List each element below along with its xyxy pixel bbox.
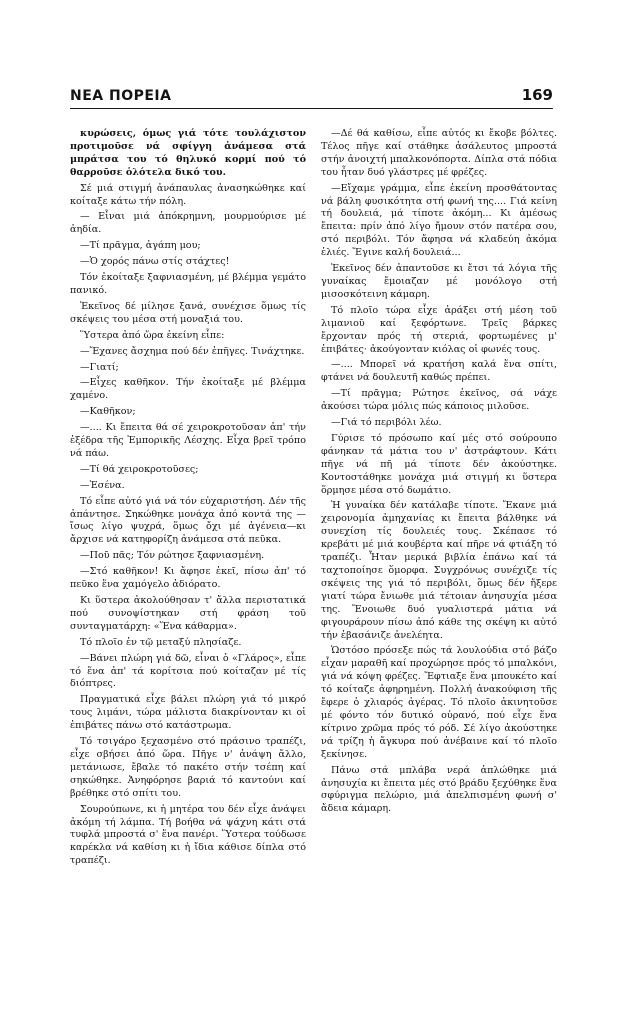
page-header — [70, 86, 553, 109]
paragraph: —Καθῆκον; — [80, 406, 136, 418]
paragraph: —Ποῦ πᾶς; Τόν ρώτησε ξαφνιασμένη. — [80, 550, 265, 562]
paragraph: Ἐκεῖνος δέ μίλησε ξανά, συνέχισε ὅμως τίς σκέψεις του μέσα στή μοναξιά του. — [70, 300, 306, 325]
paragraph: —Γιά τό περιβόλι λέω. — [331, 417, 442, 429]
left-column — [70, 128, 306, 871]
paragraph: Γύρισε τό πρόσωπο καί μές στό σούρουπο φάνηκαν τά μάτια του ν' ἀστράφτουν. Κάτι πῆγε νά πῆ μά τίποτε δέν ἀκούστηκε. Κοντοστάθηκε μονάχα μιά στιγμή κι ὕστερα ὅρμησε μέσα στό δωμάτιο. — [321, 432, 557, 496]
paragraph: —.... Μπορεῖ νά κρατήση καλά ἕνα σπίτι, φτάνει νά δουλευτῆ καθώς πρέπει. — [321, 359, 557, 384]
paragraph: —Τί πρᾶγμα; Ρώτησε ἐκεῖνος, σά νάχε ἀκούσει τώρα μόλις πώς κάποιος μιλοῦσε. — [321, 388, 557, 413]
paragraph: Τό πλοῖο ἐν τῷ μεταξύ πλησίαζε. — [80, 636, 242, 648]
paragraph: —Τί πρᾶγμα, ἀγάπη μου; — [80, 240, 201, 252]
paragraph: Σουρούπωνε, κι ἡ μητέρα του δέν εἶχε ἀνάψει ἀκόμη τή λάμπα. Τή βοήθα νά ψάχνη κάτι στά τυφλά μπροστά σ' ἕνα πανέρι. Ὕστερα τούδωσε καρέκλα νά καθίση κι ἡ ἴδια κάθισε δίπλα στό τραπέζι. — [70, 803, 306, 867]
paragraph: —Ὁ χορός πάνω στίς στάχτες! — [80, 256, 230, 268]
paragraph: Πραγματικά εἶχε βάλει πλώρη γιά τό μικρό τους λιμάνι, τώρα μάλιστα διακρίνονταν κι οἱ ἐπιβάτες πάνω στό κατάστρωμα. — [70, 694, 306, 732]
paragraph: —Ἔχανες ἄσχημα πού δέν ἐπῆγες. Τινάχτηκε. — [80, 345, 305, 357]
paragraph: Ἐκεῖνος δέν ἀπαντοῦσε κι ἔτσι τά λόγια τῆς γυναίκας ἔμοιαζαν μέ μονόλογο στή μισοσκότεινη κάμαρη. — [321, 263, 557, 300]
paragraph: Τό τσιγάρο ξεχασμένο στό πράσινο τραπέζι, εἶχε σβήσει ἀπό ὥρα. Πῆγε ν' ἀνάψη ἄλλο, μετάνιωσε, ἔβαλε τό πακέτο στήν τσέπη καί σηκώθηκε. Ἀνηφόρησε βαριά τό καντούνι καί βρέθηκε στό σπίτι του. — [70, 736, 306, 799]
paragraph: —Στό καθῆκον! Κι ἄφησε ἐκεῖ, πίσω ἀπ' τό πεῦκο ἕνα χαμόγελο ἀδιόρατο. — [70, 566, 306, 591]
paragraph: Ἡ γυναίκα δέν κατάλαβε τίποτε. Ἔκανε μιά χειρονομία ἀμηχανίας κι ἔπειτα βάλθηκε νά συνεχίση τίς δουλειές τους. Σκέπασε τό κρεβάτι μέ μιά κουβέρτα καί πῆρε νά φτιάξη τό τραπέζι. Ἦταν μερικά βιβλία ἐπάνω καί τά ταχτοποίησε ὅμορφα. Συγχρόνως συνέχιζε τίς σκέψεις της γιά τό περιβόλι, ὅμως δέν ἤξερε γιατί τώρα ἔνιωθε μιά τέτοιαν ἀνησυχία μέσα της. Ἔνοιωθε δυό γυαλιστερά μάτια νά φιγουράρουν πίσω ἀπό κάθε της σκέψη κι αὐτό τήν ἐβασάνιζε ἀνελέητα. — [321, 500, 557, 641]
paragraph: Κι ὕστερα ἀκολούθησαν τ' ἄλλα περιστατικά πού συνοψίστηκαν στή φράση τοῦ συνταγματάρχη: «Ἕνα κάθαρμα». — [70, 595, 306, 632]
journal-title: ΝΕΑ ΠΟΡΕΙΑ — [70, 88, 172, 104]
paragraph: κυρώσεις, όμως γιά τότε τουλάχιστον προτιμοῦσε νά σφίγγη ἀνάμεσα στά μπράτσα του τό θηλυκό κορμί πού τό θαρροῦσε ὁλότελα δικό του. — [70, 128, 306, 178]
paragraph: —Βάνει πλώρη γιά δῶ, εἶναι ὁ «Γλάρος», εἶπε τό ἕνα ἀπ' τά κορίτσια πού κοίταζαν μέ τίς διόπτρες. — [70, 652, 306, 690]
paragraph: Σέ μιά στιγμή ἀνάπαυλας ἀνασηκώθηκε καί κοίταξε κάτω τήν πόλη. — [70, 182, 306, 207]
paragraph: —Γιατί; — [80, 361, 119, 373]
page-number: 169 — [521, 86, 553, 104]
paragraph: —Εἶχες καθῆκον. Τήν ἐκοίταξε μέ βλέμμα χαμένο. — [70, 377, 306, 402]
paragraph: Ὕστερα ἀπό ὥρα ἐκείνη εἶπε: — [80, 329, 225, 341]
paragraph: Ὡστόσο πρόσεξε πώς τά λουλούδια στό βάζο εἶχαν μαραθῆ καί προχώρησε πρός τό μπαλκόνι, γιά νά κόψη φρέζες. Ἔφτιαξε ἕνα μπουκέτο καί τό κοίταζε ἀφηρημένη. Πολλή ἀνακούφιση τῆς ἔφερε ὁ χλιαρός ἀγέρας. Τό πλοῖο ἀκινητοῦσε μέ φόντο τόν δυτικό οὐρανό, πού εἶχε ἕνα κίτρινο χρῶμα πρός τό ρόδ. Σέ λίγο ἀκούστηκε νά τρίζη ἡ ἄγκυρα πού ἀνέβαινε καί τό πλοῖο ξεκίνησε. — [321, 645, 557, 760]
paragraph: — Εἶναι μιά ἀπόκρημνη, μουρμούρισε μέ ἀηδία. — [70, 211, 306, 236]
paragraph: Τό εἶπε αὐτό γιά νά τόν εὐχαριστήση. Δέν τῆς ἀπάντησε. Σηκώθηκε μονάχα ἀπό κοντά της —ἴσως λίγο ψυχρά, ὅμως ὄχι μέ ἀγένεια—κι ἄρχισε νά κατηφορίζη ἀνάμεσα στά πεῦκα. — [70, 495, 306, 546]
paragraph: Πάνω στά μπλάβα νερά ἁπλώθηκε μιά ἀνησυχία κι ἔπειτα μές στό βράδυ ξεχύθηκε ἕνα σφύριγμα πελώριο, μιά ἀπελπισμένη φωνή σ' ἄδεια κάμαρη. — [321, 764, 557, 815]
paragraph: —.... Κι ἔπειτα θά σέ χειροκροτοῦσαν ἀπ' τήν ἐξέδρα τῆς Ἐμπορικῆς Λέσχης. Εἶχα βρεῖ τρόπο νά πάω. — [70, 422, 306, 459]
paragraph: —Εἴχαμε γράμμα, εἶπε ἐκείνη προσθάτοντας νά βάλη φυσικότητα στή φωνή της.... Γιά κείνη τή δουλειά, μά τίποτε ἀκόμη... Κι ἀμέσως ἔπειτα: πρίν ἀπό λίγο ἤμουν στόν πατέρα σου, στό περιβόλι. Τόν ἄφησα νά κλαδεύη ἀκόμα ἐλιές. Ἔγινε καλή δουλειά... — [321, 182, 557, 259]
paragraph: Τόν ἐκοίταξε ξαφνιασμένη, μέ βλέμμα γεμάτο πανικό. — [70, 272, 306, 296]
paragraph: —Τί θά χειροκροτοῦσες; — [80, 463, 199, 475]
paragraph: Τό πλοῖο τώρα εἶχε ἀράξει στή μέση τοῦ λιμανιοῦ καί ξεφόρτωνε. Τρεῖς βάρκες ἔρχονταν πρός τή στεριά, φορτωμένες μ' ἐπιβάτες· ἀκούγονταν κιόλας οἱ φωνές τους. — [321, 304, 557, 355]
paragraph: —Ἐσένα. — [80, 479, 125, 491]
right-column — [321, 128, 557, 819]
paragraph: —Δέ θά καθίσω, εἶπε αὐτός κι ἔκοβε βόλτες. Τέλος πῆγε καί στάθηκε ἀσάλευτος μπροστά στήν ἀνοιχτή μπαλκονόπορτα. Δίπλα στά πόδια του ἦταν δυό γλάστρες μέ φρέζες. — [321, 128, 557, 178]
